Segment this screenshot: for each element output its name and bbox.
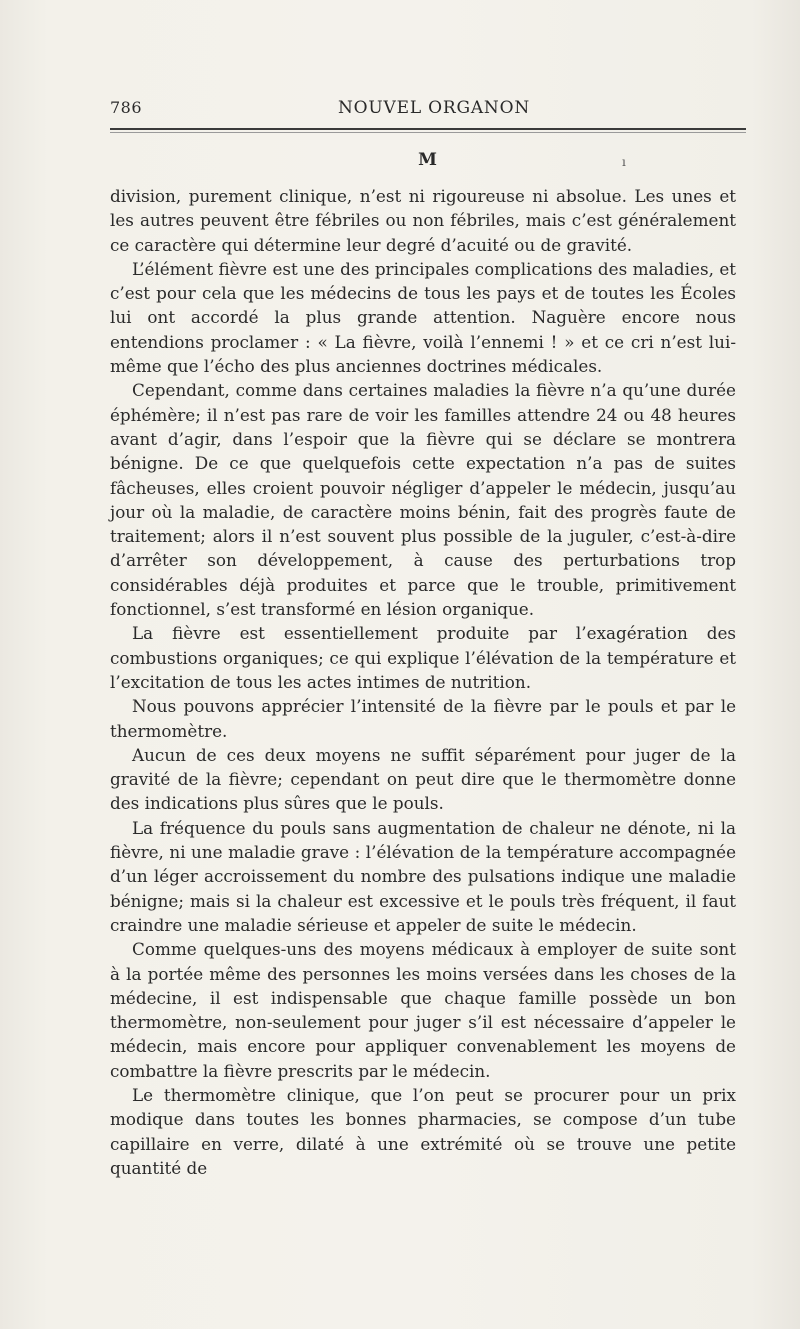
body-text: [110, 184, 736, 1180]
header-rule-thin: [110, 132, 746, 133]
paragraph: Cependant, comme dans certaines maladies la fièvre n’a qu’une durée éphémère; il n’est pas rare de voir les familles attendre 24 ou 48 heures avant d’agir, dans l’espoir que la fièvre qui se déclare se montrera bénigne. De ce que quelquefois cette expectation n’a pas de suites fâcheuses, elles croient pouvoir négliger d’appeler le médecin, jusqu’au jour où la maladie, de caractère moins bénin, fait des progrès faute de traitement; alors il n’est souvent plus possible de la juguler, c’est-à-dire d’arrêter son développement, à cause des perturbations trop considérables déjà produites et parce que le trouble, primitivement fonctionnel, s’est transformé en lésion organique.: [110, 380, 736, 620]
paragraph: La fièvre est essentiellement produite par l’exagération des combustions organiques; ce qui explique l’élévation de la température et l’excitation de tous les actes intimes de nutrition.: [110, 623, 736, 692]
paragraph: Nous pouvons apprécier l’intensité de la fièvre par le pouls et par le thermomètre.: [110, 696, 736, 741]
header-rule: [110, 128, 746, 130]
ink-speck: ı: [622, 155, 626, 169]
page-header: [110, 98, 746, 124]
paragraph: Comme quelques-uns des moyens médicaux à employer de suite sont à la portée même des personnes les moins versées dans les choses de la médecine, il est indispensable que chaque famille possède un bon thermomètre, non-seulement pour juger s’il est nécessaire d’appeler le médecin, mais encore pour appliquer convenablement les moyens de combattre la fièvre prescrits par le médecin.: [110, 939, 736, 1081]
paragraph: division, purement clinique, n’est ni rigoureuse ni absolue. Les unes et les autres peuvent être fébriles ou non fébriles, mais c’est généralement ce caractère qui détermine leur degré d’acuité ou de gravité.: [110, 186, 736, 255]
paragraph: Le thermomètre clinique, que l’on peut se procurer pour un prix modique dans toutes les bonnes pharmacies, se compose d’un tube capillaire en verre, dilaté à une extrémité où se trouve une petite quantité de: [110, 1084, 736, 1178]
running-title: NOUVEL ORGANON: [338, 98, 530, 118]
page-number: 786: [110, 98, 143, 117]
section-letter: M: [418, 150, 438, 170]
paragraph: Aucun de ces deux moyens ne suffit séparément pour juger de la gravité de la fièvre; cependant on peut dire que le thermomètre donne des indications plus sûres que le pouls.: [110, 744, 736, 814]
paragraph: La fréquence du pouls sans augmentation de chaleur ne dénote, ni la fièvre, ni une maladie grave : l’élévation de la température accompagnée d’un léger accroissement du nombre des pulsations indique une maladie bénigne; mais si la chaleur est excessive et le pouls très fréquent, il faut craindre une maladie sérieuse et appeler de suite le médecin.: [110, 817, 736, 935]
paragraph: L’élément fièvre est une des principales complications des maladies, et c’est pour cela que les médecins de tous les pays et de toutes les Écoles lui ont accordé la plus grande attention. Naguère encore nous entendions proclamer : « La fièvre, voilà l’ennemi ! » et ce cri n’est lui-même que l’écho des plus anciennes doctrines médicales.: [110, 258, 736, 377]
